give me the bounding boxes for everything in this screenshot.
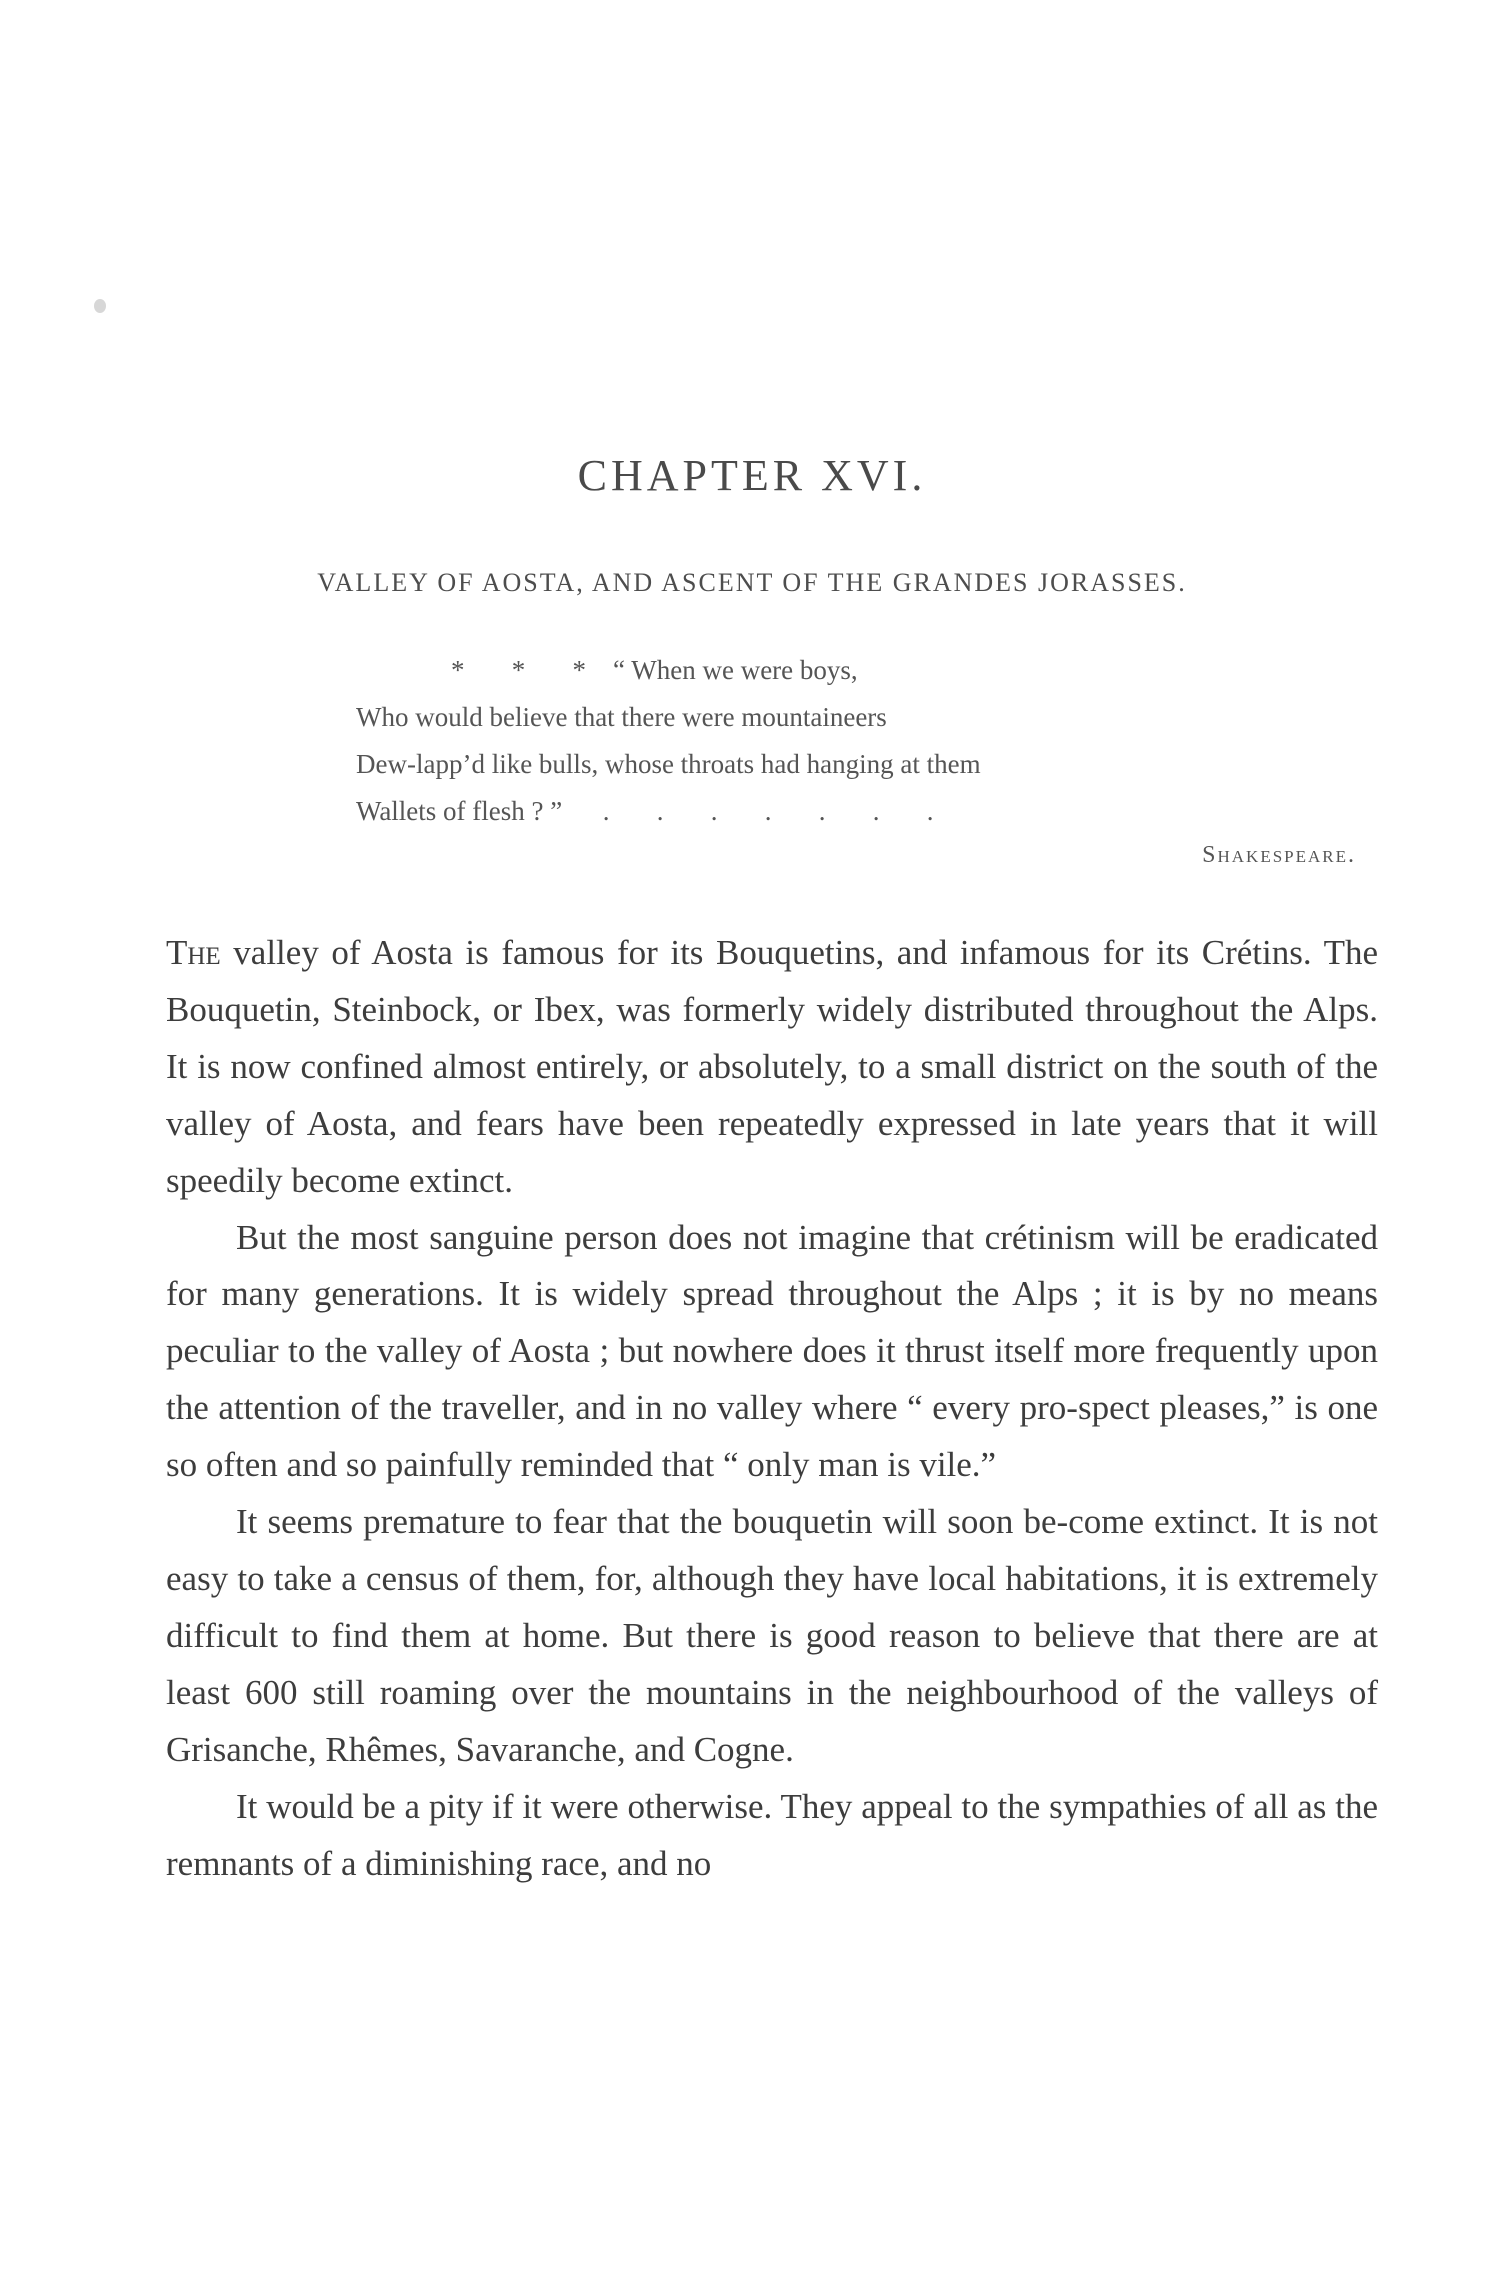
paragraph: But the most sanguine person does not imagine that crétinism will be eradicated for many generations. It is widely spread throughout the Alps ; it is by no means peculiar to the valley of Aosta ; but nowhere does it thrust itself more frequently upon the attention of the traveller, and in no valley where “ every pro-spect pleases,” is one so often and so painfully reminded that “ only man is vile.” [166, 1217, 1378, 1485]
paragraph [166, 925, 1378, 1210]
page-speck [94, 299, 106, 313]
opening-word: The [166, 933, 221, 972]
paragraph-text: valley of Aosta is famous for its Bouquetins, and infamous for its Crétins. The Bouquetin, Steinbock, or Ibex, was formerly widely distributed throughout the Alps. It is now confined almost entirely, or absolutely, to a small district on the south of the valley of Aosta, and fears have been repeatedly expressed in late years that it will speedily become extinct. [166, 933, 1378, 1200]
paragraph: It seems premature to fear that the bouquetin will soon be-come extinct. It is not easy to take a census of them, for, although they have local habitations, it is extremely difficult to find them at home. But there is good reason to believe that there are at least 600 still roaming over the mountains in the neighbourhood of the valleys of Grisanche, Rhêmes, Savaranche, and Cogne. [166, 1502, 1378, 1769]
epigraph-line: Who would believe that there were mountaineers [356, 702, 887, 732]
chapter-title: CHAPTER XVI. [577, 451, 927, 500]
body-text [166, 925, 1378, 1892]
paragraph: It would be a pity if it were otherwise. They appeal to the sympathies of all as the remnants of a diminishing race, and no [166, 1786, 1378, 1883]
epigraph-line: Dew-lapp’d like bulls, whose throats had hanging at them [356, 749, 981, 779]
epigraph-attribution: Shakespeare. [1202, 842, 1356, 868]
epigraph-line: Wallets of flesh ? ” . . . . . . . [356, 796, 934, 826]
chapter-subtitle: VALLEY OF AOSTA, AND ASCENT OF THE GRANDES JORASSES. [317, 568, 1187, 597]
epigraph-line: * * * “ When we were boys, [451, 655, 858, 685]
